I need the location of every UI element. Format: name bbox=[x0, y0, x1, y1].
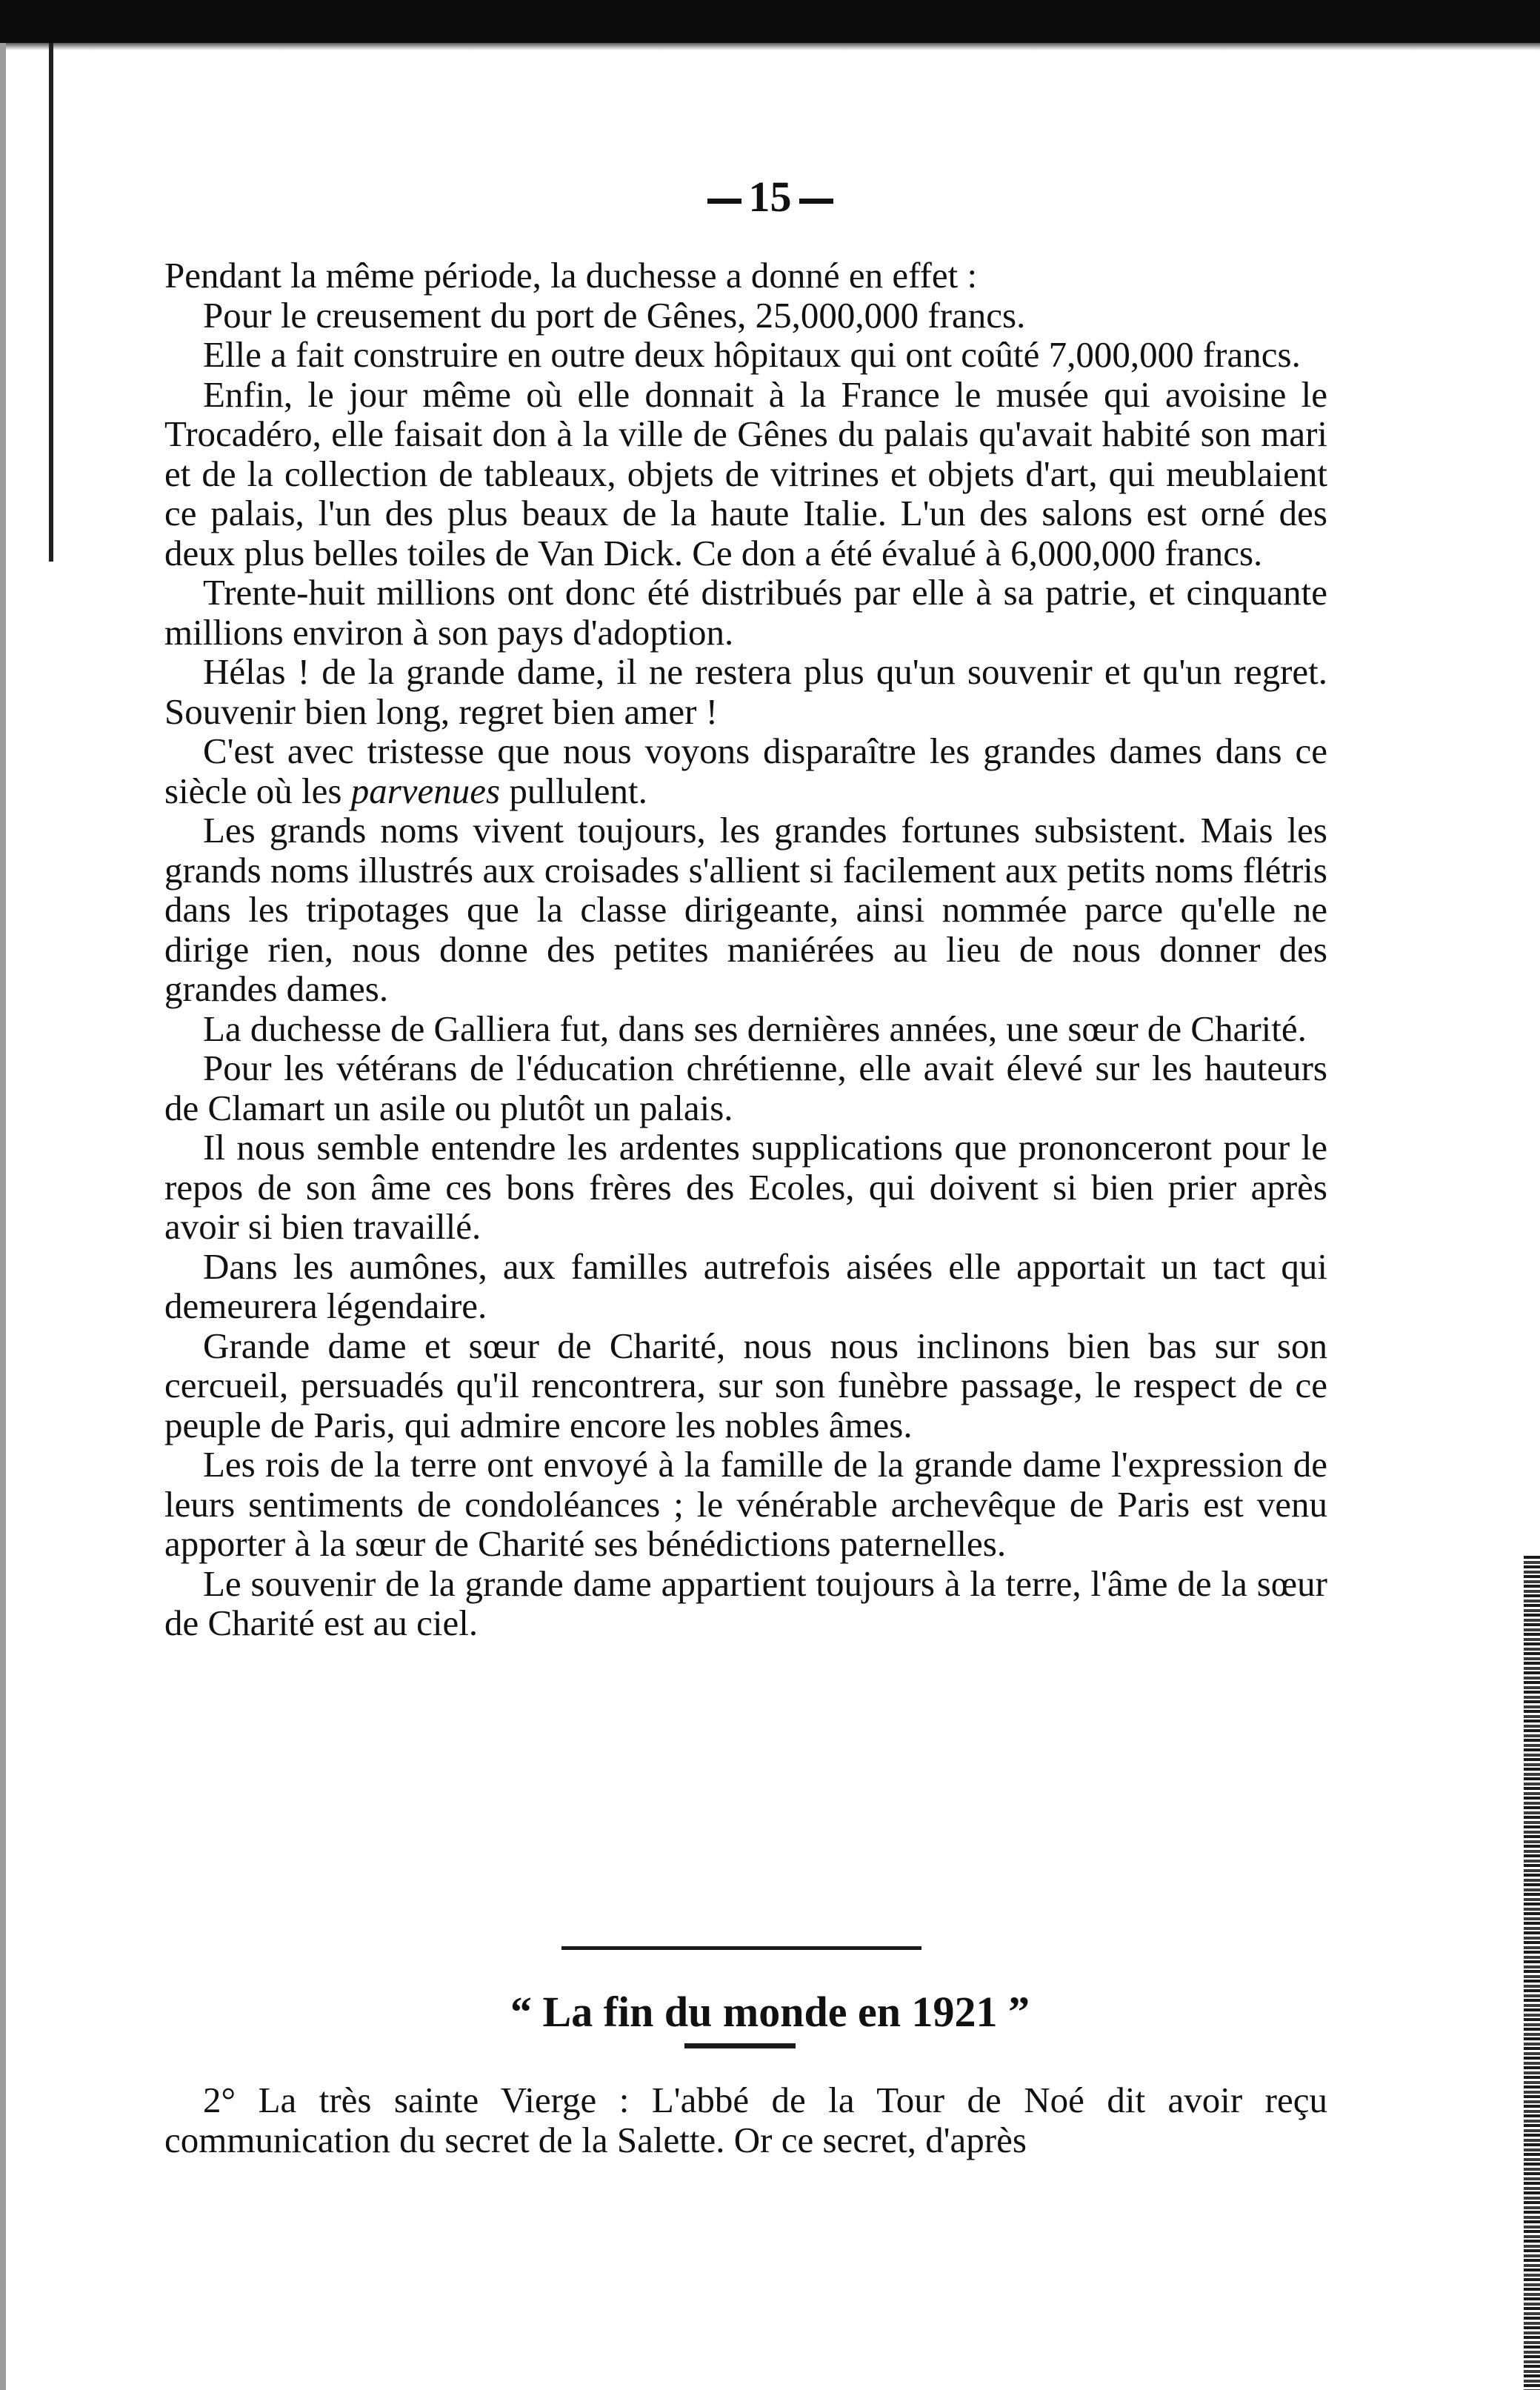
paragraph-text: pullulent. bbox=[500, 770, 647, 811]
paragraph: 2° La très sainte Vierge : L'abbé de la Tour de Noé dit avoir reçu communication du secret de la Salette. Or ce secret, d'après bbox=[164, 2080, 1327, 2160]
emphasized-word: parvenues bbox=[350, 770, 501, 811]
scan-top-shadow bbox=[0, 43, 1540, 50]
scan-left-rule bbox=[49, 43, 53, 562]
title-underline bbox=[684, 2043, 796, 2048]
section-title: “ La fin du monde en 1921 ” bbox=[510, 1988, 1030, 2036]
paragraph: Le souvenir de la grande dame appartient toujours à la terre, l'âme de la sœur de Charité est au ciel. bbox=[164, 1562, 1327, 1643]
article-body bbox=[164, 256, 1327, 1643]
paragraph: Pour les vétérans de l'éducation chrétienne, elle avait élevé sur les hauteurs de Clamart un asile ou plutôt un palais. bbox=[164, 1048, 1327, 1128]
paragraph: Enfin, le jour même où elle donnait à la France le musée qui avoisine le Trocadéro, elle faisait don à la ville de Gênes du palais qu'avait habité son mari et de la collection de tableaux, objets de vitrines et objets d'art, qui meublaient ce palais, l'un des plus beaux de la haute Italie. L'un des salons est orné des deux plus belles toiles de Van Dick. Ce don a été évalué à 6,000,000 francs. bbox=[164, 373, 1327, 573]
paragraph: Il nous semble entendre les ardentes supplications que prononceront pour le repos de son âme ces bons frères des Ecoles, qui doivent si bien prier après avoir si bien travaillé. bbox=[164, 1127, 1327, 1247]
paragraph: Les grands noms vivent toujours, les grandes fortunes subsistent. Mais les grands noms illustrés aux croisades s'allient si facilement aux petits noms flétris dans les tripotages que la classe dirigeante, ainsi nommée parce qu'elle ne dirige rien, nous donne des petites maniérées au lieu de nous donner des grandes dames. bbox=[164, 810, 1327, 1009]
scan-right-border bbox=[1524, 1556, 1540, 2390]
paragraph-text: C'est avec tristesse que nous voyons disparaître les grandes dames dans ce siècle où les bbox=[164, 730, 1327, 811]
paragraph: Pendant la même période, la duchesse a donné en effet : bbox=[164, 255, 978, 296]
paragraph: La duchesse de Galliera fut, dans ses dernières années, une sœur de Charité. bbox=[203, 1008, 1307, 1049]
section-separator bbox=[561, 1946, 921, 1950]
paragraph: Hélas ! de la grande dame, il ne restera plus qu'un souvenir et qu'un regret. Souvenir bien long, regret bien amer ! bbox=[164, 651, 1327, 732]
paragraph: Grande dame et sœur de Charité, nous nous inclinons bien bas sur son cercueil, persuadés qu'il rencontrera, sur son funèbre passage, le respect de ce peuple de Paris, qui admire encore les nobles âmes. bbox=[164, 1325, 1327, 1445]
paragraph: Dans les aumônes, aux familles autrefois aisées elle apportait un tact qui demeurera légendaire. bbox=[164, 1245, 1327, 1326]
paragraph bbox=[164, 731, 1327, 810]
scan-left-border bbox=[0, 43, 6, 2390]
paragraph: Elle a fait construire en outre deux hôpitaux qui ont coûté 7,000,000 francs. bbox=[203, 334, 1301, 375]
page-number: 15 bbox=[0, 172, 1540, 222]
paragraph: Les rois de la terre ont envoyé à la famille de la grande dame l'expression de leurs sentiments de condoléances ; le vénérable archevêque de Paris est venu apporter à la sœur de Charité ses bénédictions paternelles. bbox=[164, 1444, 1327, 1564]
paragraph: Trente-huit millions ont donc été distribués par elle à sa patrie, et cinquante millions environ à son pays d'adoption. bbox=[164, 572, 1327, 653]
scan-top-border bbox=[0, 0, 1540, 43]
paragraph: Pour le creusement du port de Gênes, 25,000,000 francs. bbox=[203, 294, 1026, 336]
section-body bbox=[164, 2080, 1327, 2160]
